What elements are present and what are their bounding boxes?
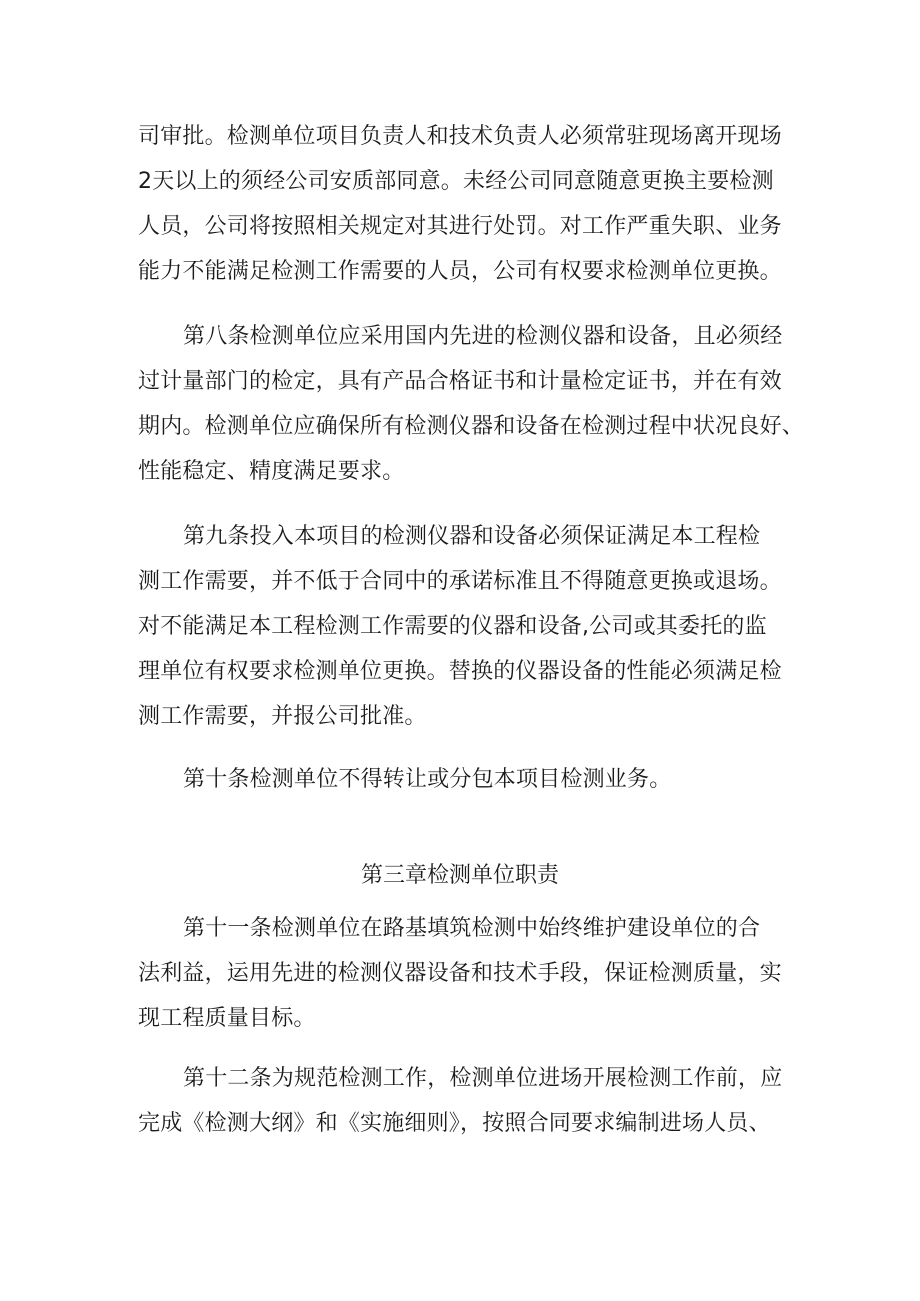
text-line: 第十二条为规范检测工作，检测单位进场开展检测工作前，应 xyxy=(183,1066,783,1091)
paragraph-article-10 xyxy=(138,757,808,802)
text-line: 司审批。检测单位项目负责人和技术负责人必须常驻现场离开现场 xyxy=(138,124,782,149)
text-line: 第九条投入本项目的检测仪器和设备必须保证满足本工程检 xyxy=(183,524,761,549)
text-line: 第八条检测单位应采用国内先进的检测仪器和设备，且必须经 xyxy=(183,324,783,349)
text-line: 2天以上的须经公司安质部同意。未经公司同意随意更换主要检测 xyxy=(138,169,774,194)
text-line: 对不能满足本工程检测工作需要的仪器和设备,公司或其委托的监 xyxy=(138,614,767,639)
text-line: 第十一条检测单位在路基填筑检测中始终维护建设单位的合 xyxy=(183,916,761,941)
text-line: 理单位有权要求检测单位更换。替换的仪器设备的性能必须满足检 xyxy=(138,659,782,684)
paragraph-article-11 xyxy=(138,906,808,1041)
text-line: 第十条检测单位不得转让或分包本项目检测业务。 xyxy=(183,767,672,792)
text-line: 测工作需要，并报公司批准。 xyxy=(138,704,427,729)
text-line: 期内。检测单位应确保所有检测仪器和设备在检测过程中状况良好、 xyxy=(138,414,805,439)
paragraph-article-9 xyxy=(138,514,808,739)
paragraph-continuation xyxy=(138,114,808,294)
paragraph-article-12 xyxy=(138,1056,808,1146)
text-line: 法利益，运用先进的检测仪器设备和技术手段，保证检测质量，实 xyxy=(138,961,782,986)
text-line: 能力不能满足检测工作需要的人员，公司有权要求检测单位更换。 xyxy=(138,259,782,284)
chapter-heading: 第三章检测单位职责 xyxy=(360,863,559,888)
text-line: 过计量部门的检定，具有产品合格证书和计量检定证书，并在有效 xyxy=(138,369,782,394)
paragraph-article-8 xyxy=(138,314,808,494)
text-line: 现工程质量目标。 xyxy=(138,1006,316,1031)
text-line: 人员，公司将按照相关规定对其进行处罚。对工作严重失职、业务 xyxy=(138,214,782,239)
text-line: 性能稳定、精度满足要求。 xyxy=(138,459,405,484)
text-line: 测工作需要，并不低于合同中的承诺标准且不得随意更换或退场。 xyxy=(138,569,782,594)
text-line: 完成《检测大纲》和《实施细则》，按照合同要求编制进场人员、 xyxy=(138,1111,771,1136)
